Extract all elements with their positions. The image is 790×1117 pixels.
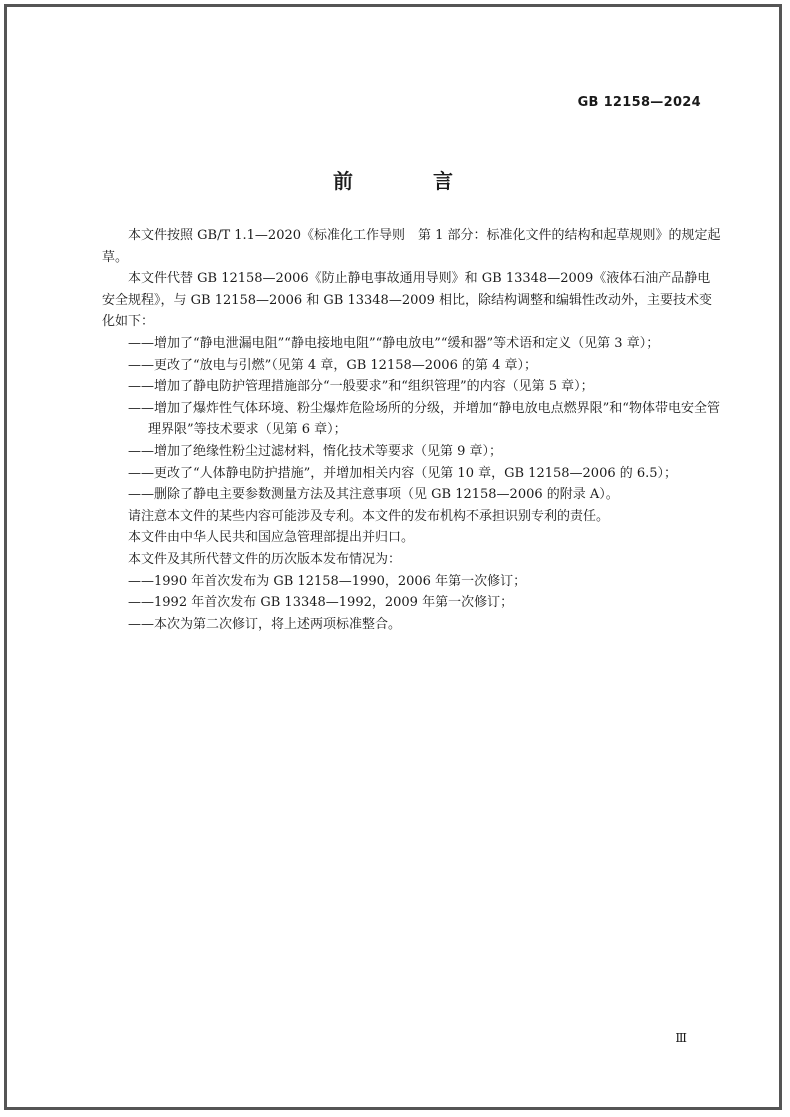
paragraph-patent-notice: 请注意本文件的某些内容可能涉及专利。本文件的发布机构不承担识别专利的责任。 — [128, 508, 610, 524]
paragraph-proposer: 本文件由中华人民共和国应急管理部提出并归口。 — [128, 530, 415, 546]
change-item: ——增加了“静电泄漏电阻”“静电接地电阻”“静电放电”“缓和器”等术语和定义（见第 3 章）； — [128, 335, 660, 351]
foreword-body — [102, 225, 722, 635]
change-item: ——增加了绝缘性粉尘过滤材料，惰化技术等要求（见第 9 章）； — [128, 443, 503, 459]
standard-code: GB 12158—2024 — [577, 95, 701, 110]
change-item: ——删除了静电主要参数测量方法及其注意事项（见 GB 12158—2006 的附录 A）。 — [128, 487, 619, 503]
paragraph-replacement: 本文件代替 GB 12158—2006《防止静电事故通用导则》和 GB 13348—2009《液体石油产品静电安全规程》，与 GB 12158—2006 和 GB 13348—2009 相比，除结构调整和编辑性改动外，主要技术变化如下： — [102, 271, 713, 330]
change-item: ——更改了“放电与引燃”（见第 4 章，GB 12158—2006 的第 4 章）； — [128, 357, 538, 373]
document-page — [4, 4, 782, 1110]
page-number: Ⅲ — [675, 1031, 687, 1045]
change-item: ——更改了“人体静电防护措施”，并增加相关内容（见第 10 章，GB 12158—2006 的 6.5）； — [128, 465, 678, 481]
change-item: ——增加了静电防护管理措施部分“一般要求”和“组织管理”的内容（见第 5 章）； — [128, 379, 594, 395]
paragraph-history-intro: 本文件及其所代替文件的历次版本发布情况为： — [128, 551, 402, 567]
paragraph-drafting-rules: 本文件按照 GB/T 1.1—2020《标准化工作导则 第 1 部分：标准化文件的结构和起草规则》的规定起草。 — [102, 228, 721, 265]
history-item: ——本次为第二次修订，将上述两项标准整合。 — [128, 616, 402, 632]
history-item: ——1992 年首次发布 GB 13348—1992，2009 年第一次修订； — [128, 595, 514, 611]
change-item: ——增加了爆炸性气体环境、粉尘爆炸危险场所的分级，并增加“静电放电点燃界限”和“物体带电安全管理界限”等技术要求（见第 6 章）； — [128, 400, 720, 438]
history-item: ——1990 年首次发布为 GB 12158—1990，2006 年第一次修订； — [128, 573, 527, 589]
page-title: 前 言 — [333, 169, 483, 193]
